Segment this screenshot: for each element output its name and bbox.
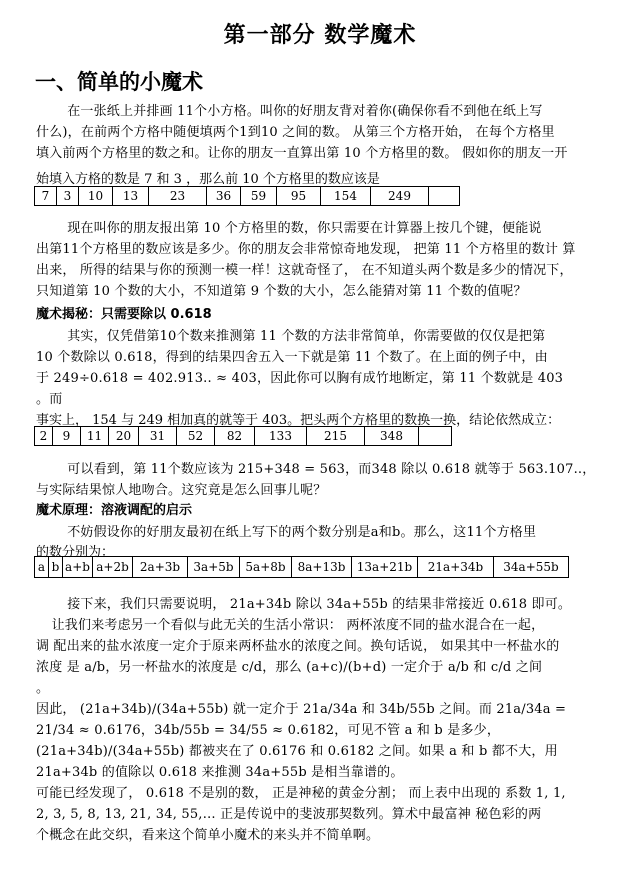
row2-cell: 82 [215, 427, 255, 445]
row3-cell: 2a+3b [133, 557, 188, 577]
row2-cell: 11 [81, 427, 109, 445]
prediction-paragraph [36, 218, 606, 302]
row3-cell: b [49, 557, 63, 577]
row1-cell: 7 [35, 187, 57, 205]
para6-line-11: 2, 3, 5, 8, 13, 21, 34, 55,… 正是传说中的斐波那契数列。算术中最富神 秘色彩的两 [36, 807, 542, 822]
intro-line-3: 填入前两个方格里的数之和。让你的朋友一直算出第 10 个方格里的数。 假如你的朋友一开 [36, 146, 568, 161]
row1-cell: 3 [57, 187, 79, 205]
para6-line-12: 个概念在此交织，看来这个简单小魔术的来头并不简单啊。 [36, 828, 380, 843]
row1-cell: 249 [371, 187, 429, 205]
intro-paragraph [36, 101, 606, 164]
row3-cell: 5a+8b [240, 557, 292, 577]
para2-line-3: 出来， 所得的结果与你的预测一模一样！这就奇怪了， 在不知道头两个数是多少的情况下， [36, 263, 573, 278]
para3-line-4: 。而 [36, 392, 63, 407]
row2-cell: 133 [255, 427, 307, 445]
para4-line-2: 与实际结果惊人地吻合。这究竟是怎么回事儿呢？ [36, 483, 327, 498]
number-row-1 [34, 186, 460, 206]
para6-line-10: 可能已经发现了， 0.618 不是别的数， 正是神秘的黄金分割； 而上表中出现的 系数 1, 1, [36, 786, 566, 801]
principle-overlay-text: 的数分别为： [36, 545, 115, 560]
row3-cell: 3a+5b [188, 557, 240, 577]
para6-line-9: 21a+34b 的值除以 0.618 来推测 34a+55b 是相当靠谱的。 [36, 765, 404, 780]
principle-paragraph [36, 522, 606, 543]
para6-line-3: 调 配出来的盐水浓度一定介于原来两杯盐水的浓度之间。换句话说， 如果其中一杯盐水的 [36, 639, 560, 654]
row3-cell: a+2b [93, 557, 133, 577]
row2-cell: 348 [365, 427, 419, 445]
page-title: 第一部分 数学魔术 [223, 23, 417, 48]
para6-line-4: 浓度 是 a/b，另一杯盐水的浓度是 c/d，那么 (a+c)/(b+d) 一定介于 a/b 和 c/d 之间 [36, 660, 543, 675]
row3-cell: 8a+13b [292, 557, 352, 577]
para6-line-6: 因此， (21a+34b)/(34a+55b) 就一定介于 21a/34a 和 34b/55b 之间。而 21a/34a = [36, 702, 567, 717]
reveal-heading: 魔术揭秘：只需要除以 0.618 [36, 307, 212, 322]
row1-cell: 59 [241, 187, 277, 205]
explanation-paragraph [36, 594, 606, 846]
para3-line-2: 10 个数除以 0.618，得到的结果四舍五入一下就是第 11 个数了。在上面的例子中，由 [36, 350, 548, 365]
principle-heading: 魔术原理：溶液调配的启示 [36, 503, 193, 518]
intro-line-1: 在一张纸上并排画 11个小方格。叫你的好朋友背对着你(确保你看不到他在纸上写 [67, 104, 543, 119]
row2-cell: 215 [307, 427, 365, 445]
number-row-3 [34, 556, 569, 578]
row1-cell: 23 [149, 187, 207, 205]
row1-cell: 13 [113, 187, 149, 205]
row3-cell: 34a+55b [503, 560, 559, 574]
para6-line-7: 21/34 ≈ 0.6176，34b/55b = 34/55 ≈ 0.6182，可见不管 a 和 b 是多少， [36, 723, 501, 738]
para3-line-3: 于 249÷0.618 = 402.913.. ≈ 403，因此你可以胸有成竹地断定，第 11 个数就是 403 [36, 371, 564, 386]
para2-line-2: 出第11个方格里的数应该是多少。你的朋友会非常惊奇地发现， 把第 11 个方格里的数计 算 [36, 242, 576, 257]
number-row-2 [34, 426, 452, 446]
para6-line-8: (21a+34b)/(34a+55b) 都被夹在了 0.6176 和 0.6182 之间。如果 a 和 b 都不大，用 [36, 744, 558, 759]
para6-line-2: 让我们来考虑另一个看似与此无关的生活小常识： 两杯浓度不同的盐水混合在一起， [51, 618, 545, 633]
row2-cell: 9 [53, 427, 81, 445]
para2-line-1: 现在叫你的朋友报出第 10 个方格里的数，你只需要在计算器上按几个键，便能说 [67, 221, 542, 236]
row1-cell: 95 [277, 187, 321, 205]
row2-cell: 20 [109, 427, 139, 445]
row1-cell: 154 [321, 187, 371, 205]
result-paragraph [36, 459, 606, 501]
section-heading: 一、简单的小魔术 [35, 70, 203, 94]
para5-line-1: 不妨假设你的好朋友最初在纸上写下的两个数分别是a和b。那么，这11个方格里 [67, 525, 537, 540]
row2-cell: 2 [35, 427, 53, 445]
para3-line-1: 其实，仅凭借第10个数来推测第 11 个数的方法非常简单，你需要做的仅仅是把第 [67, 329, 546, 344]
para2-line-4: 只知道第 10 个数的大小，不知道第 9 个数的大小，怎么能猜对第 11 个数的值呢？ [36, 284, 527, 299]
intro-line-2: 什么)，在前两个方格中随便填两个1到10 之间的数。 从第三个方格开始， 在每个方格里 [36, 125, 555, 140]
row2-cell [419, 427, 451, 445]
row1-cell [429, 187, 459, 205]
reveal-paragraph [36, 326, 606, 410]
para6-line-5: 。 [36, 681, 50, 696]
row3-cell: 21a+34b [418, 557, 494, 577]
row2-cell: 31 [139, 427, 177, 445]
row3-cell: 13a+21b [352, 557, 418, 577]
row3-cell: a+b [63, 557, 93, 577]
para6-line-1: 接下来，我们只需要说明， 21a+34b 除以 34a+55b 的结果非常接近 0.618 即可。 [67, 597, 572, 612]
reveal-overlay-text: 事实上， 154 与 249 相加真的就等于 403。把头两个方格里的数换一换，结论依然成立： [36, 413, 561, 428]
para4-line-1: 可以看到，第 11个数应该为 215+348 = 563，而348 除以 0.618 就等于 563.107..， [67, 462, 596, 477]
row3-cell: a [35, 557, 49, 577]
row1-cell: 10 [79, 187, 113, 205]
row2-cell: 52 [177, 427, 215, 445]
intro-overlay-text: 始填入方格的数是 7 和 3 ，那么前 10 个方格里的数应该是 [36, 172, 380, 187]
row1-cell: 36 [207, 187, 241, 205]
